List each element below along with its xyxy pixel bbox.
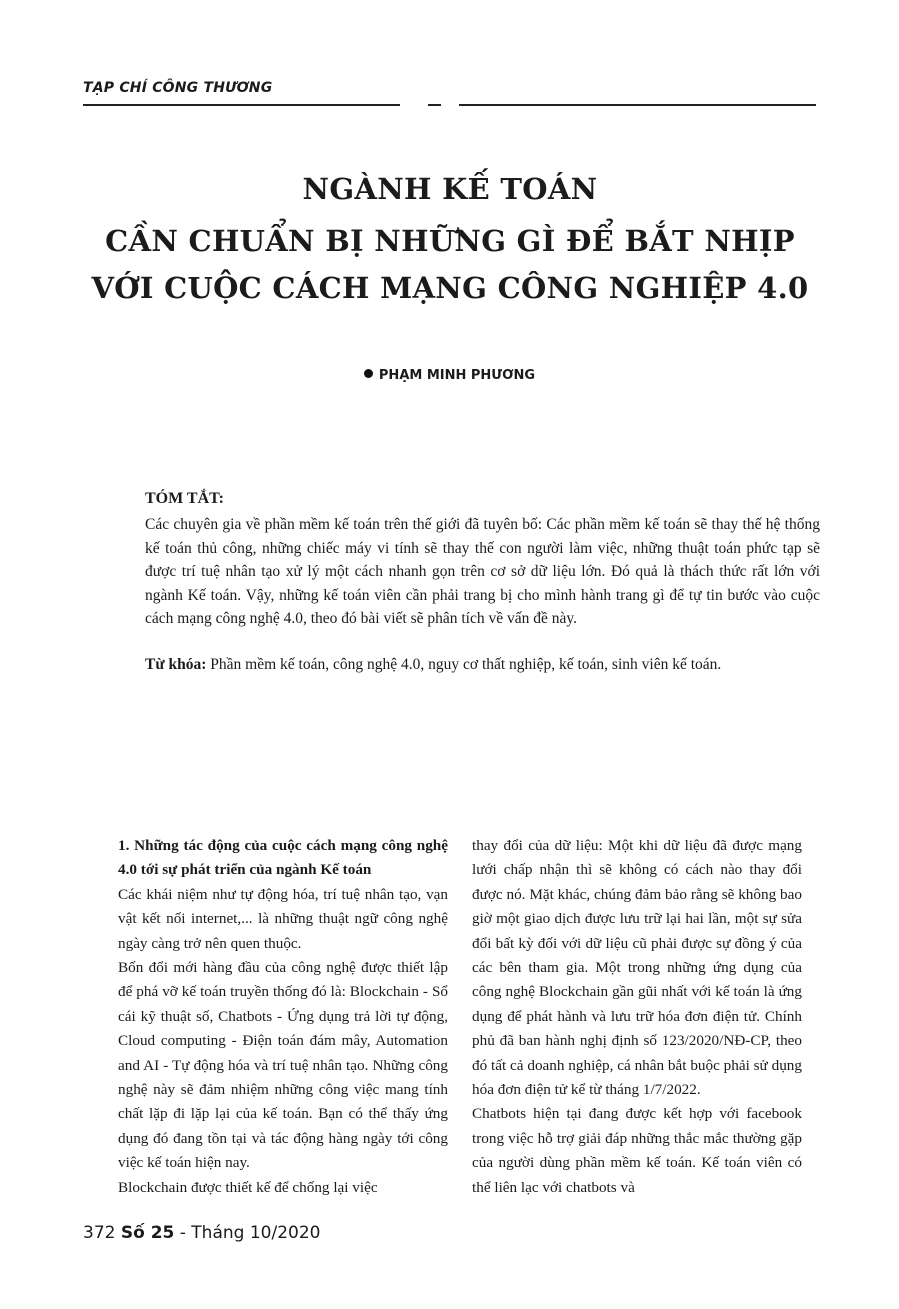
section-heading: 1. Những tác động của cuộc cách mạng công nghệ 4.0 tới sự phát triển của ngành Kế toán bbox=[118, 837, 448, 879]
bullet-icon bbox=[364, 369, 373, 378]
article-title-line-1: NGÀNH KẾ TOÁN bbox=[302, 172, 598, 206]
keywords bbox=[145, 653, 820, 677]
issue-number: Số 25 bbox=[120, 1223, 175, 1243]
abstract-body: Các chuyên gia về phần mềm kế toán trên thế giới đã tuyên bố: Các phần mềm kế toán sẽ thay thế hệ thống kế toán thủ công, những chiếc máy vi tính sẽ thay thế con người làm việc, những thuật toán phức tạp sẽ được trí tuệ nhân tạo xử lý một cách nhanh gọn trên cơ sở dữ liệu lớn. Đó quả là thách thức rất lớn với ngành Kế toán. Vậy, những kế toán viên cần phải trang bị cho mình hành trang gì để tự tin bước vào cuộc cách mạng công nghệ 4.0, theo đó bài viết sẽ phân tích về vấn đề này. bbox=[145, 516, 820, 627]
keywords-text: Phần mềm kế toán, công nghệ 4.0, nguy cơ thất nghiệp, kế toán, sinh viên kế toán. bbox=[206, 656, 722, 673]
left-column bbox=[118, 834, 448, 1200]
author-name: PHẠM MINH PHƯƠNG bbox=[378, 368, 536, 383]
paragraph: Chatbots hiện tại đang được kết hợp với facebook trong việc hỗ trợ giải đáp những thắc mắc thường gặp của người dùng phần mềm kế toán. Kế toán viên có thể liên lạc với chatbots và bbox=[472, 1105, 802, 1196]
article-title-line-3: VỚI CUỘC CÁCH MẠNG CÔNG NGHIỆP 4.0 bbox=[91, 271, 809, 305]
page-number: 372 bbox=[83, 1223, 116, 1243]
paragraph: thay đổi của dữ liệu: Một khi dữ liệu đã được mạng lưới chấp nhận thì sẽ không có cách nào thay đổi được nó. Mặt khác, chúng đảm bảo rằng sẽ không bao giờ một giao dịch được lưu trữ lại hai lần, một sự sửa đổi bất kỳ đối với dữ liệu cũ phải được sự đồng ý của các bên tham gia. Một trong những ứng dụng của công nghệ Blockchain gần gũi nhất với kế toán là ứng dụng để phát hành và lưu trữ hóa đơn điện tử. Chính phủ đã ban hành nghị định số 123/2020/NĐ-CP, theo đó tất cả doanh nghiệp, cá nhân bắt buộc phải sử dụng hóa đơn điện tử kể từ tháng 1/7/2022. bbox=[472, 837, 802, 1099]
journal-name: TẠP CHÍ CÔNG THƯƠNG bbox=[83, 80, 273, 96]
paragraph: Các khái niệm như tự động hóa, trí tuệ nhân tạo, vạn vật kết nối internet,... là những thuật ngữ công nghệ ngày càng trở nên quen thuộc. bbox=[118, 885, 448, 952]
keywords-label: Từ khóa: bbox=[145, 656, 207, 673]
right-column bbox=[472, 834, 802, 1200]
issue-month: - Tháng 10/2020 bbox=[174, 1223, 321, 1243]
paragraph: Blockchain được thiết kế để chống lại việc bbox=[118, 1178, 378, 1196]
article-title-line-2: CẦN CHUẨN BỊ NHỮNG GÌ ĐỂ BẮT NHỊP bbox=[105, 224, 795, 258]
paragraph: Bốn đổi mới hàng đầu của công nghệ được thiết lập để phá vỡ kế toán truyền thống đó là: Blockchain - Sổ cái kỹ thuật số, Chatbots - Ứng dụng trả lời tự động, Cloud computing - Điện toán đám mây, Automation and AI - Tự động hóa và trí tuệ nhân tạo. Những công nghệ này sẽ đảm nhiệm những công việc mang tính chất lặp đi lặp lại của kế toán. Bạn có thể thấy ứng dụng đó đang tồn tại và tác động hàng ngày tới công việc kế toán hiện nay. bbox=[118, 959, 448, 1172]
header-rule-gap bbox=[441, 104, 459, 106]
page-footer bbox=[83, 1223, 320, 1243]
author-line bbox=[0, 368, 899, 383]
header-rule-gap bbox=[400, 104, 428, 106]
abstract-heading: TÓM TẮT: bbox=[145, 490, 224, 507]
